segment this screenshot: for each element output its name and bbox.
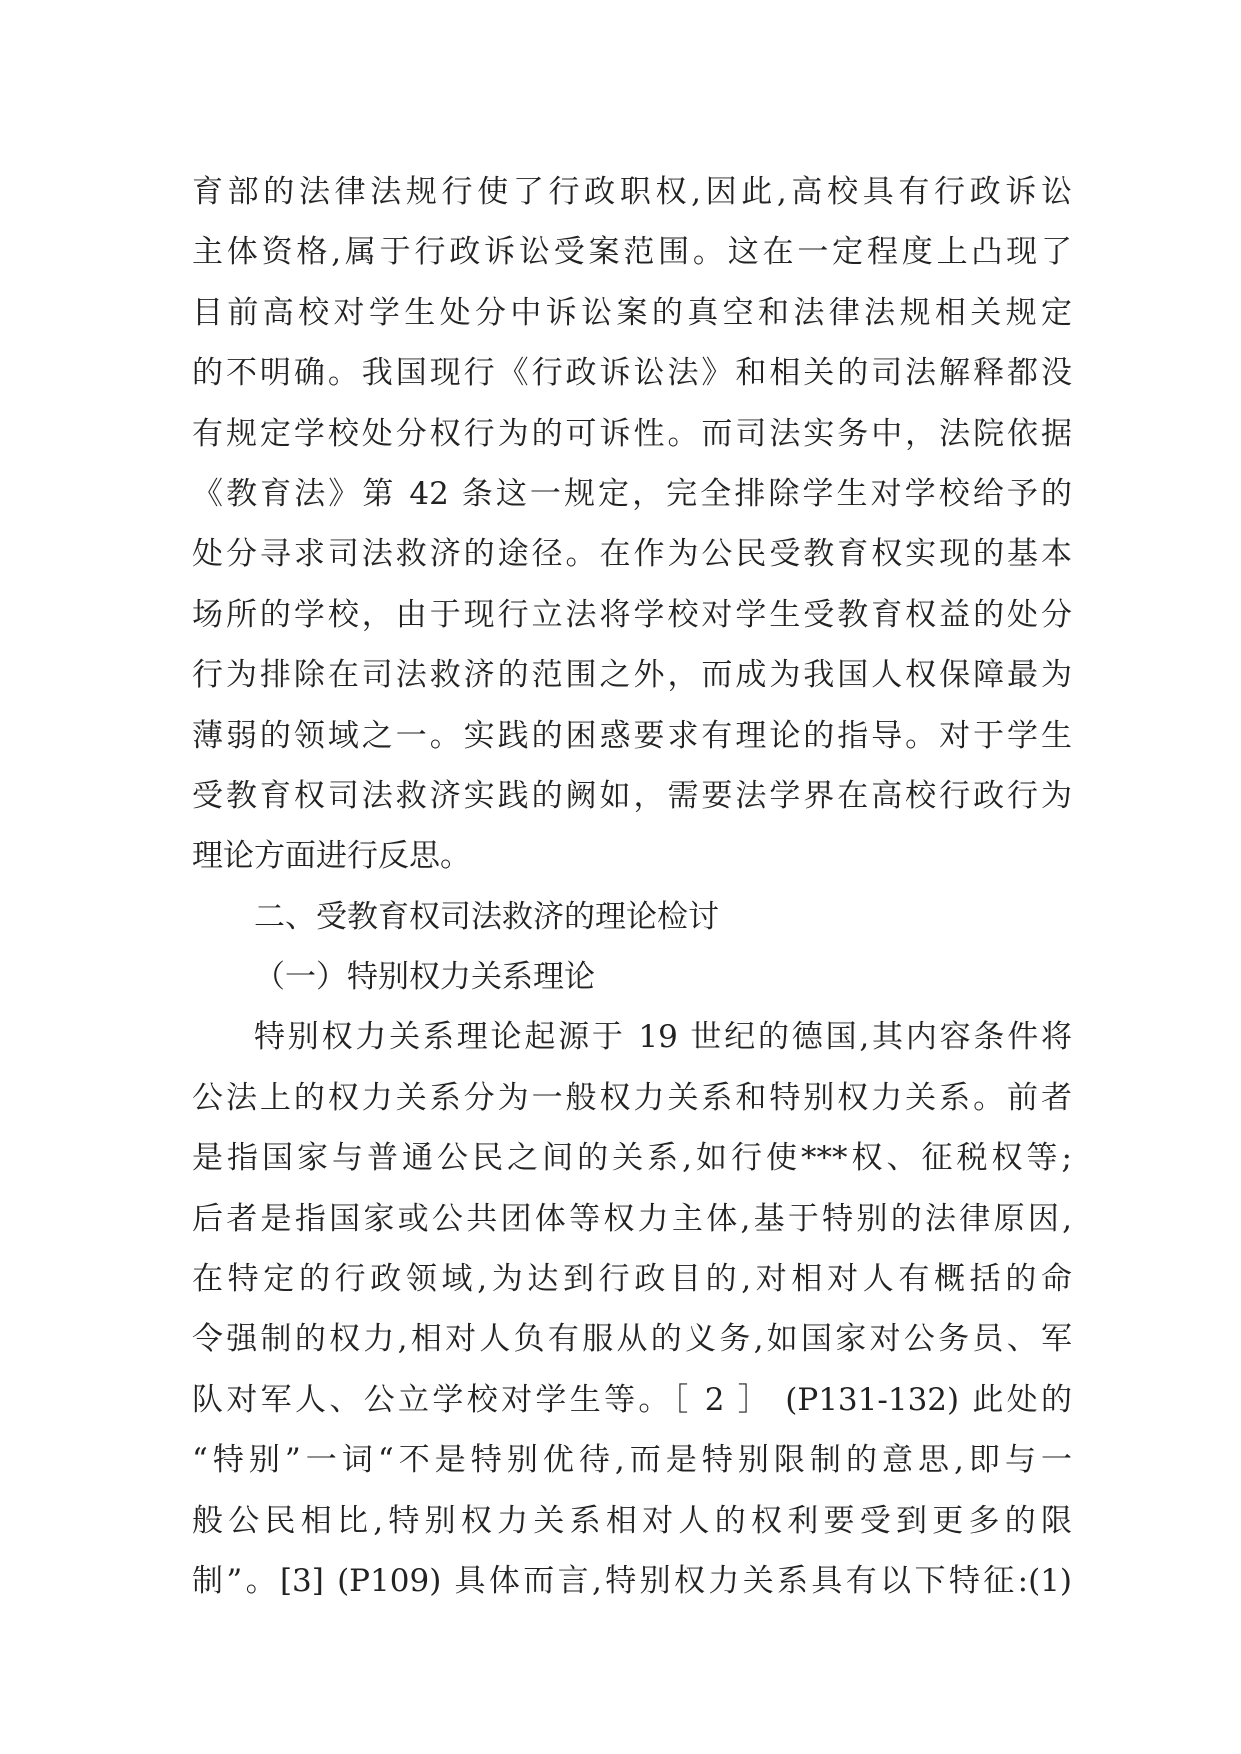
- text-line: 育部的法律法规行使了行政职权,因此,高校具有行政诉讼: [192, 174, 1072, 210]
- text-line: 受教育权司法救济实践的阙如，需要法学界在高校行政行为: [192, 777, 1072, 814]
- text-line: 场所的学校，由于现行立法将学校对学生受教育权益的处分: [192, 596, 1072, 633]
- text-line: 主体资格,属于行政诉讼受案范围。这在一定程度上凸现了: [192, 234, 1072, 271]
- body-text: [192, 162, 1072, 1611]
- text-line: 行为排除在司法救济的范围之外，而成为我国人权保障最为: [192, 657, 1072, 694]
- text-line: 目前高校对学生处分中诉讼案的真空和法律法规相关规定: [192, 294, 1072, 331]
- text-line: 有规定学校处分权行为的可诉性。而司法实务中，法院依据: [192, 415, 1072, 452]
- section-heading: 二、受教育权司法救济的理论检讨: [254, 898, 719, 935]
- text-line: 特别权力关系理论起源于 19 世纪的德国,其内容条件将: [254, 1019, 1072, 1056]
- text-line: 处分寻求司法救济的途径。在作为公民受教育权实现的基本: [192, 536, 1072, 573]
- text-line: 是指国家与普通公民之间的关系,如行使***权、征税权等;: [192, 1140, 1072, 1177]
- text-line: 在特定的行政领域,为达到行政目的,对相对人有概括的命: [192, 1261, 1072, 1298]
- text-line: 薄弱的领域之一。实践的困惑要求有理论的指导。对于学生: [192, 717, 1072, 754]
- text-line: 令强制的权力,相对人负有服从的义务,如国家对公务员、军: [192, 1321, 1072, 1358]
- text-line: 理论方面进行反思。: [192, 838, 471, 875]
- text-line: 队对军人、公立学校对学生等。［ 2 ］ (P131-132) 此处的: [192, 1381, 1072, 1418]
- text-line: “特别”一词“不是特别优待,而是特别限制的意思,即与一: [192, 1442, 1072, 1479]
- text-line: 公法上的权力关系分为一般权力关系和特别权力关系。前者: [192, 1079, 1072, 1116]
- section-heading: （一）特别权力关系理论: [254, 959, 595, 996]
- text-line: 后者是指国家或公共团体等权力主体,基于特别的法律原因,: [192, 1200, 1072, 1237]
- text-line: 《教育法》第 42 条这一规定，完全排除学生对学校给予的: [192, 475, 1072, 512]
- text-line: 的不明确。我国现行《行政诉讼法》和相关的司法解释都没: [192, 355, 1072, 392]
- text-line: 般公民相比,特别权力关系相对人的权利要受到更多的限: [192, 1502, 1072, 1539]
- text-line: 制”。[3] (P109) 具体而言,特别权力关系具有以下特征:(1): [192, 1562, 1072, 1599]
